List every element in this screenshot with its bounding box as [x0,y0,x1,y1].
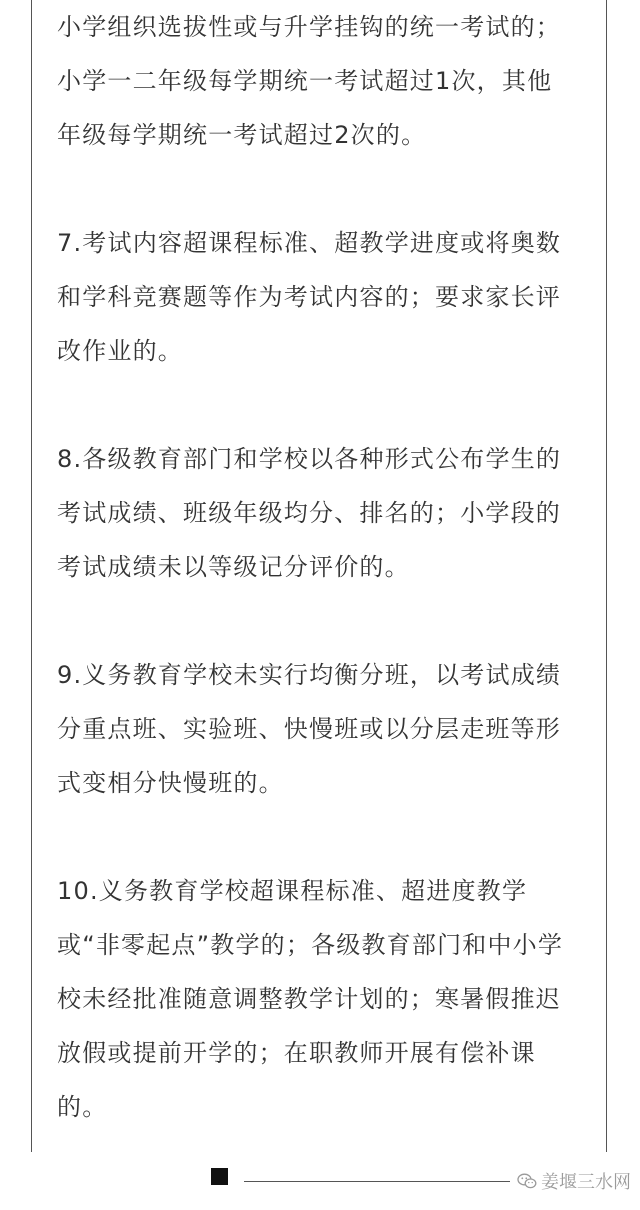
text-line: 的。 [57,1093,108,1121]
watermark-text: 姜堰三水网 [541,1172,631,1193]
text-line: 和学科竞赛题等作为考试内容的；要求家长评 [57,283,561,311]
text-line: 分重点班、实验班、快慢班或以分层走班等形 [57,715,561,743]
article-content [57,0,597,1188]
text-line: 7.考试内容超课程标准、超教学进度或将奥数 [57,229,562,257]
paragraph-7 [57,216,597,378]
text-line: 考试成绩、班级年级均分、排名的；小学段的 [57,499,561,527]
paragraph-9 [57,648,597,810]
footer-divider [244,1181,510,1182]
text-line: 式变相分快慢班的。 [57,769,284,797]
paragraph-10 [57,864,597,1134]
text-line: 改作业的。 [57,337,183,365]
text-line: 考试成绩未以等级记分评价的。 [57,553,410,581]
footer-square-mark [211,1168,228,1185]
wechat-icon [517,1173,537,1189]
text-line: 年级每学期统一考试超过2次的。 [57,121,427,149]
text-line: 小学组织选拔性或与升学挂钩的统一考试的； [57,13,561,41]
text-line: 9.义务教育学校未实行均衡分班，以考试成绩 [57,661,562,689]
watermark [517,1168,631,1194]
text-line: 或“非零起点”教学的；各级教育部门和中小学 [57,931,564,959]
text-line: 8.各级教育部门和学校以各种形式公布学生的 [57,445,562,473]
paragraph-8 [57,432,597,594]
text-line: 放假或提前开学的；在职教师开展有偿补课 [57,1039,536,1067]
text-line: 10.义务教育学校超课程标准、超进度教学 [57,877,528,905]
text-line: 小学一二年级每学期统一考试超过1次，其他 [57,67,553,95]
paragraph-1 [57,0,597,162]
text-line: 校未经批准随意调整教学计划的；寒暑假推迟 [57,985,561,1013]
